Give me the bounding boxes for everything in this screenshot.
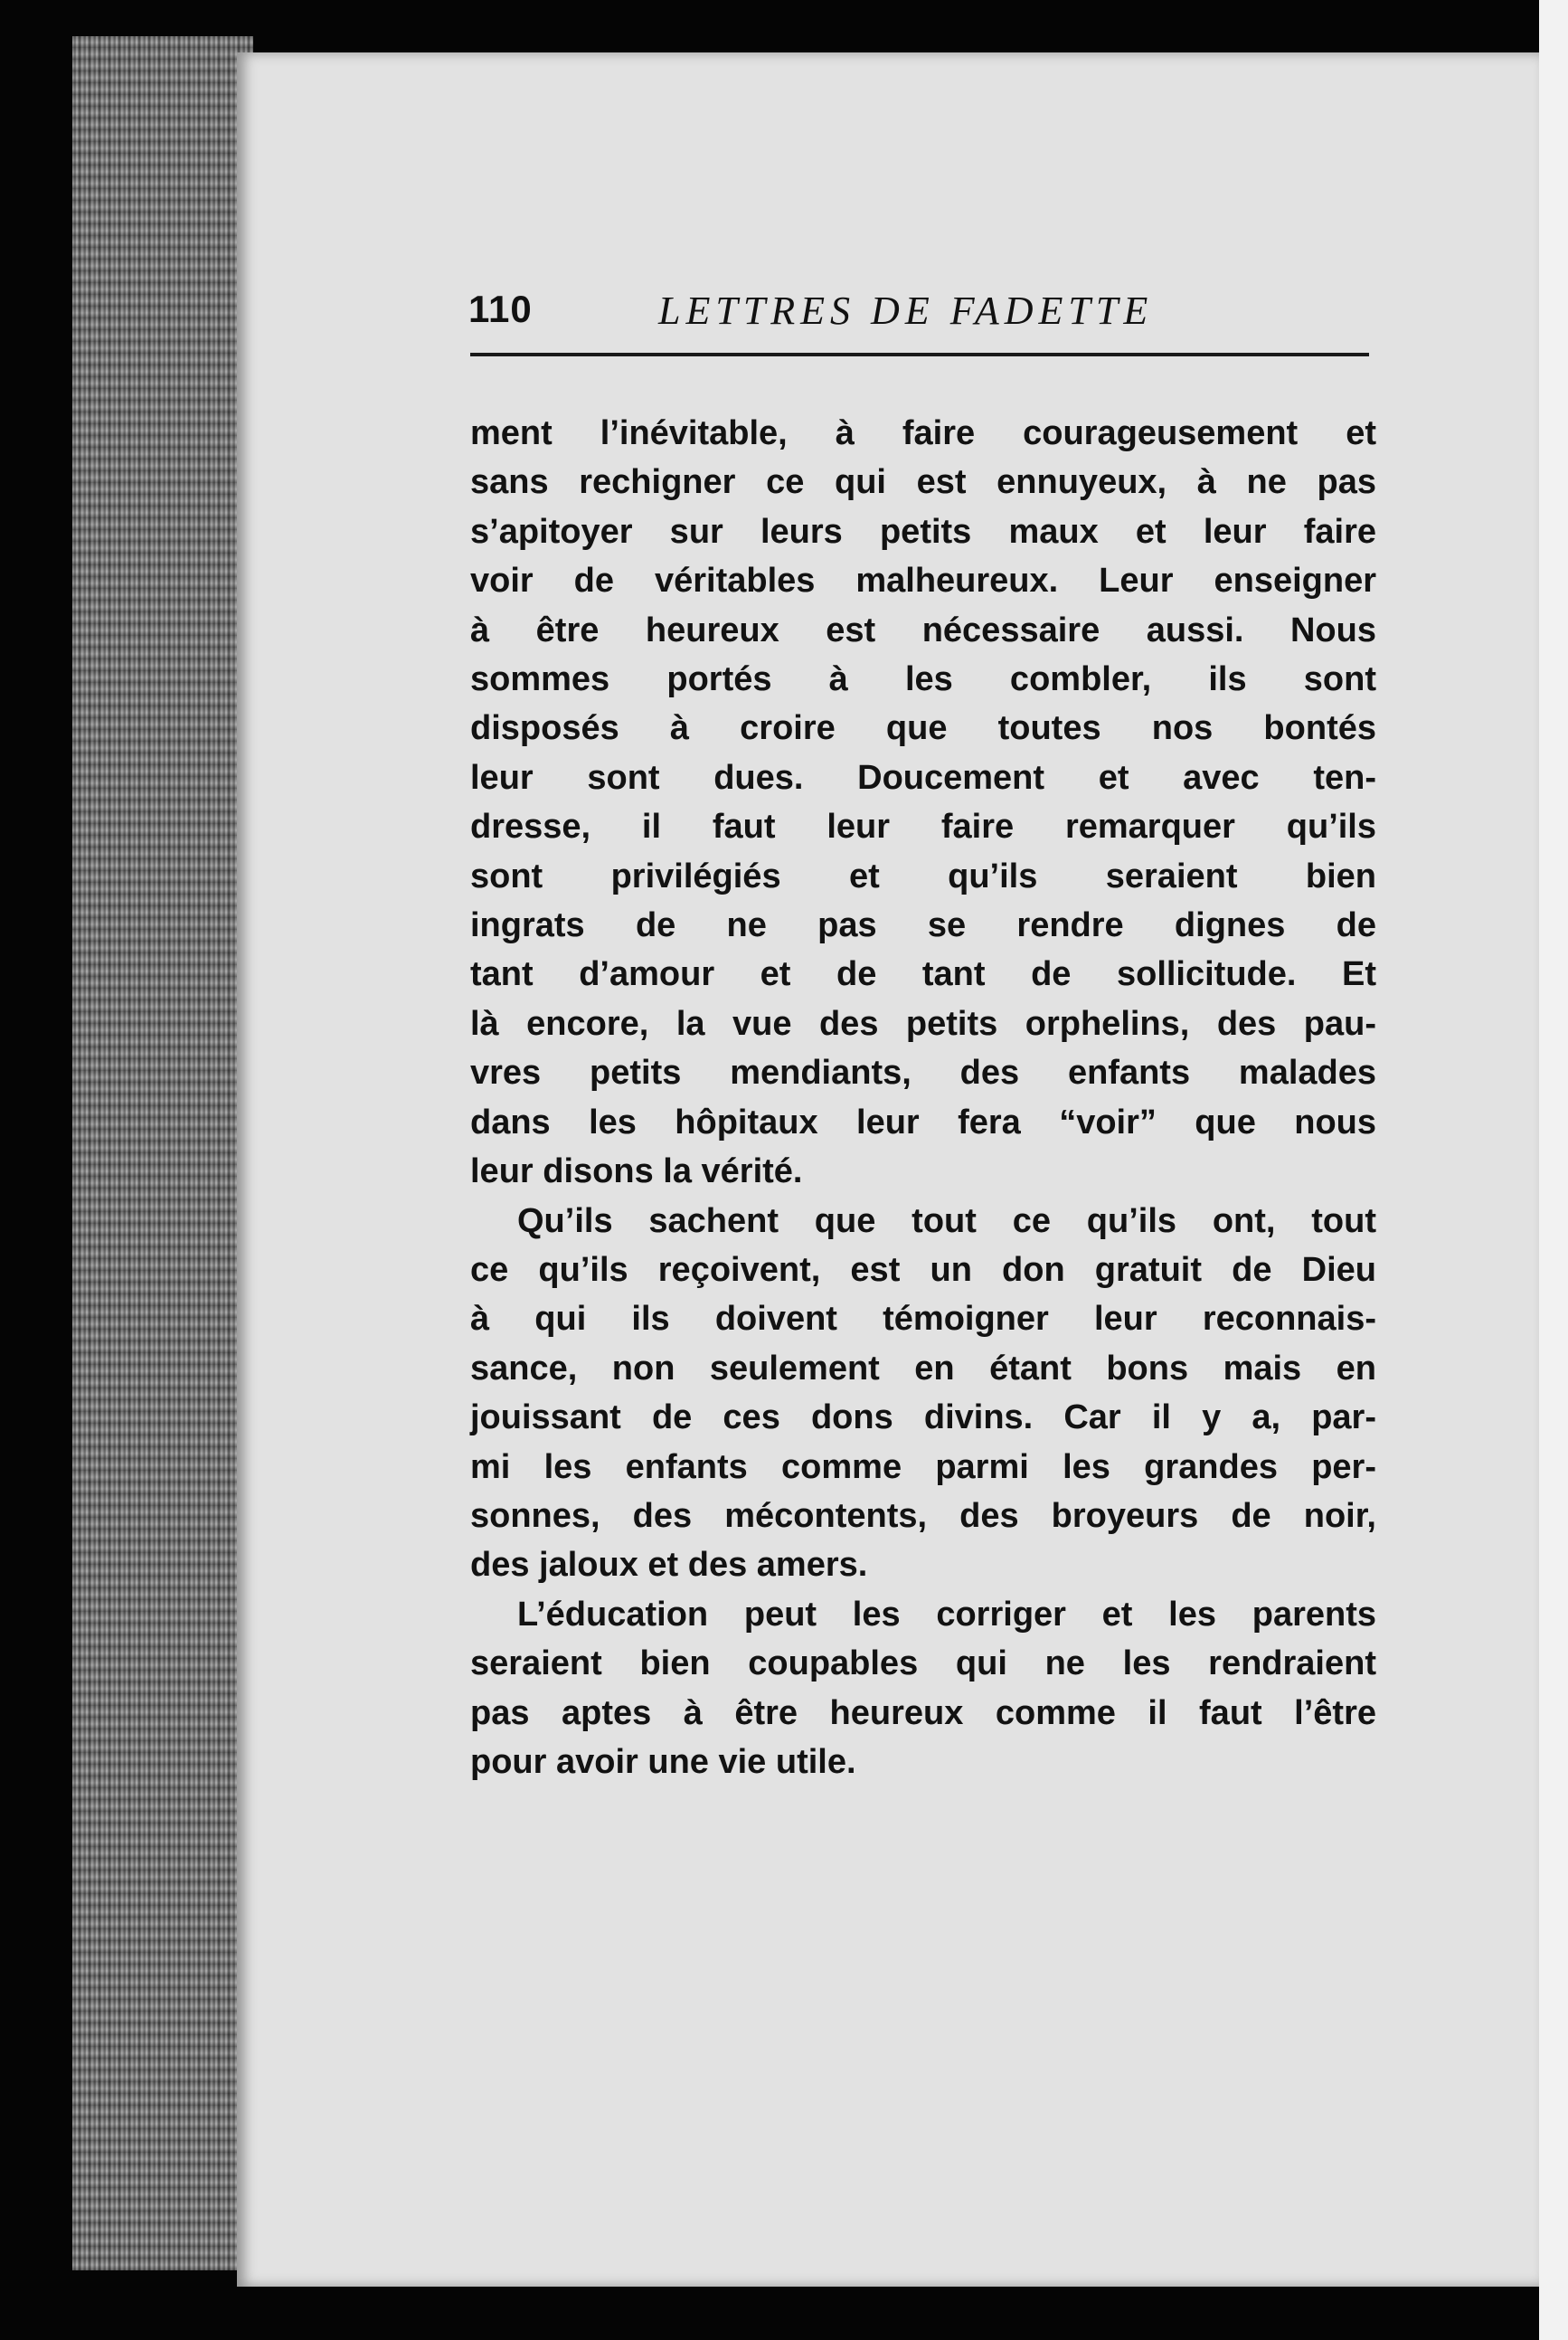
text-line: sonnes, des mécontents, des broyeurs de noir,	[470, 1496, 1376, 1535]
text-line: seraient bien coupables qui ne les rendraient	[470, 1644, 1376, 1683]
text-line: pour avoir une vie utile.	[470, 1742, 856, 1781]
text-line: disposés à croire que toutes nos bontés	[470, 709, 1376, 748]
text-line: ingrats de ne pas se rendre dignes de	[470, 906, 1376, 945]
running-title: LETTRES DE FADETTE	[658, 289, 1154, 333]
text-line: voir de véritables malheureux. Leur enseigner	[470, 562, 1376, 601]
text-line: dans les hôpitaux leur fera “voir” que nous	[470, 1103, 1376, 1142]
text-line: leur sont dues. Doucement et avec ten-	[470, 758, 1376, 797]
text-line: ce qu’ils reçoivent, est un don gratuit de Dieu	[470, 1250, 1376, 1289]
page-number: 110	[468, 288, 533, 330]
header-rule	[470, 353, 1369, 356]
text-line: s’apitoyer sur leurs petits maux et leur faire	[470, 512, 1376, 551]
text-line: tant d’amour et de tant de sollicitude. Et	[470, 955, 1376, 994]
text-line: sont privilégiés et qu’ils seraient bien	[470, 857, 1376, 895]
text-line: Qu’ils sachent que tout ce qu’ils ont, tout	[517, 1201, 1376, 1240]
body-text	[470, 409, 1376, 1786]
text-line: mi les enfants comme parmi les grandes per-	[470, 1447, 1376, 1486]
text-line: dresse, il faut leur faire remarquer qu’ils	[470, 808, 1376, 847]
text-line: à qui ils doivent témoigner leur reconnais-	[470, 1300, 1376, 1339]
text-line: leur disons la vérité.	[470, 1152, 803, 1191]
text-line: L’éducation peut les corriger et les parents	[517, 1595, 1376, 1634]
text-line: sance, non seulement en étant bons mais en	[470, 1349, 1376, 1388]
facing-page-edge	[1539, 0, 1568, 2340]
book-spine-edge	[72, 36, 253, 2270]
text-line: là encore, la vue des petits orphelins, des pau-	[470, 1004, 1376, 1043]
text-line: sans rechigner ce qui est ennuyeux, à ne pas	[470, 463, 1376, 502]
running-header	[468, 288, 1373, 342]
text-line: pas aptes à être heureux comme il faut l’être	[470, 1693, 1376, 1732]
text-line: à être heureux est nécessaire aussi. Nous	[470, 611, 1376, 649]
text-line: vres petits mendiants, des enfants malades	[470, 1054, 1376, 1093]
text-line: sommes portés à les combler, ils sont	[470, 660, 1376, 699]
text-line: des jaloux et des amers.	[470, 1546, 868, 1585]
text-line: jouissant de ces dons divins. Car il y a, par-	[470, 1398, 1376, 1437]
text-line: ment l’inévitable, à faire courageusement et	[470, 414, 1376, 452]
